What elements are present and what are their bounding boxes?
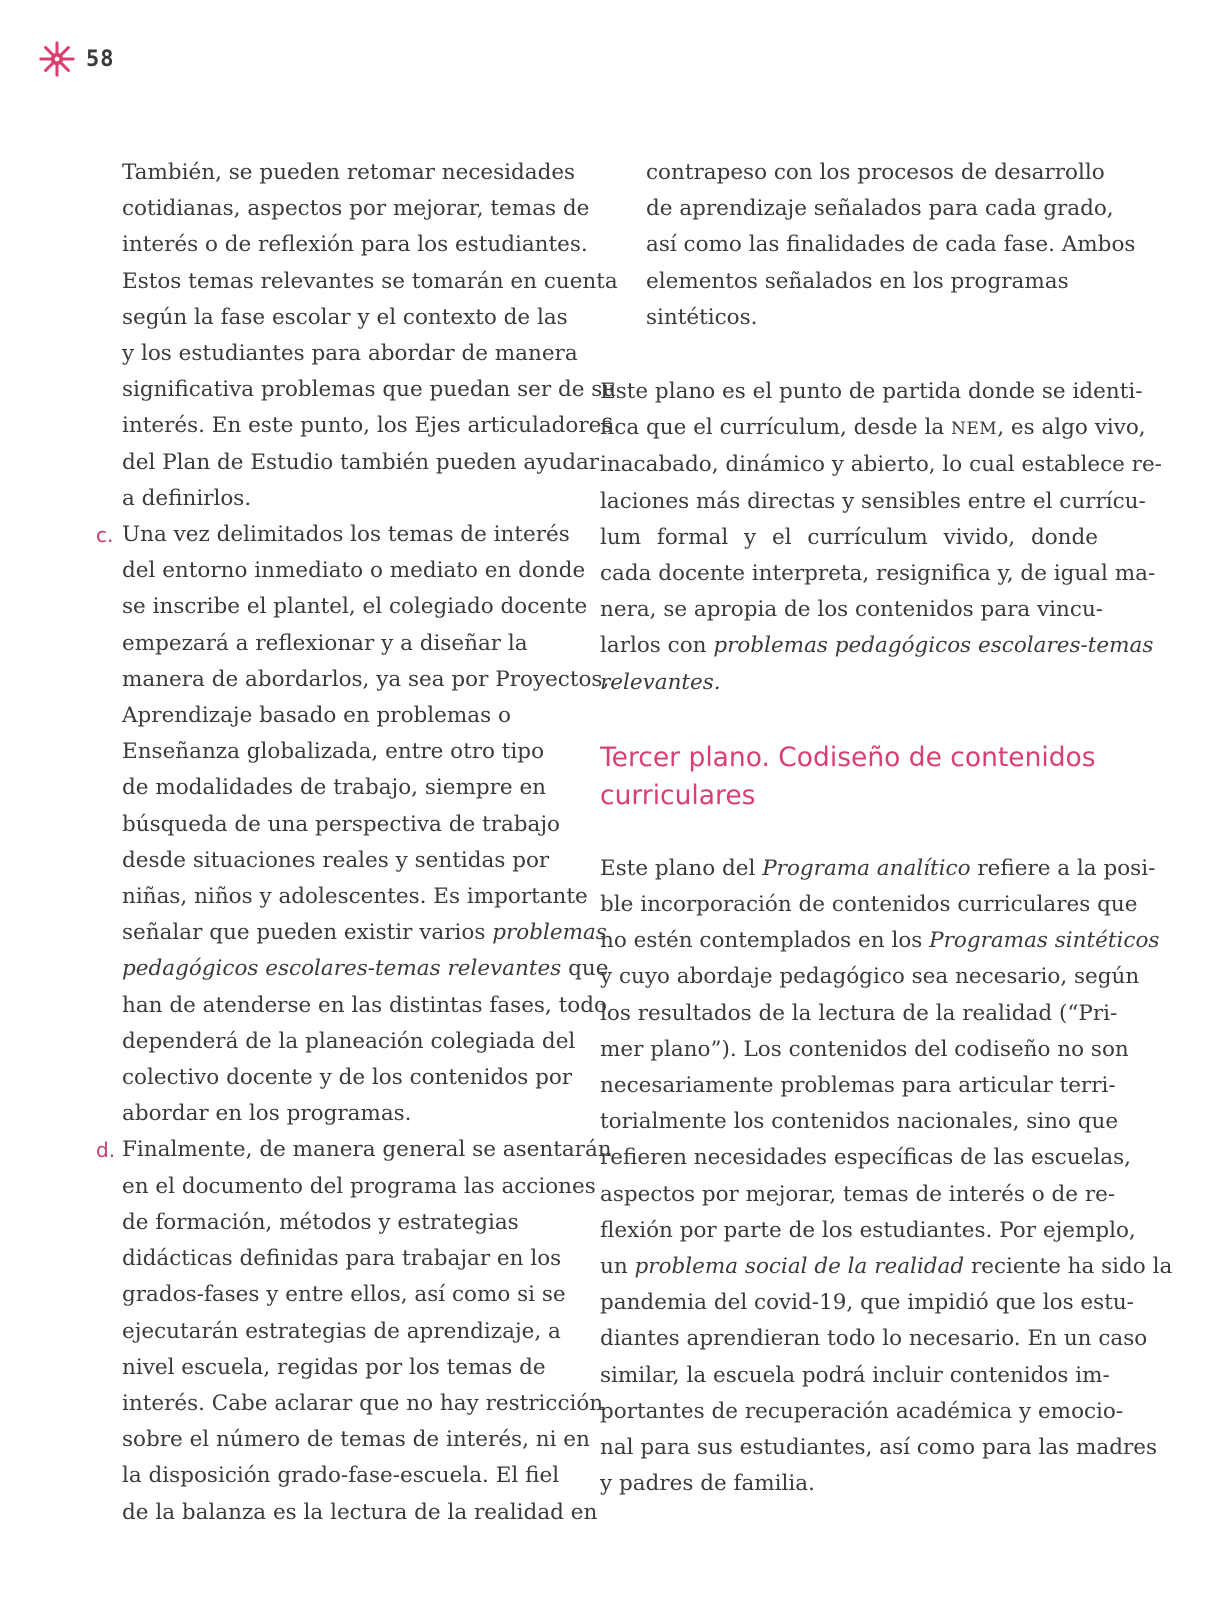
- text-span: larlos con: [600, 633, 714, 659]
- text-span: que: [561, 956, 609, 982]
- text-line: la disposición grado-fase-escuela. El fiel: [122, 1463, 560, 1489]
- text-span: Este plano del: [600, 855, 763, 881]
- text-line: colectivo docente y de los contenidos por: [122, 1065, 573, 1091]
- list-item-d: [96, 1132, 612, 1530]
- text-span: un: [600, 1254, 635, 1280]
- text-line: aspectos por mejorar, temas de interés o de re-: [600, 1181, 1116, 1207]
- text-line: Este plano es el punto de partida donde se identi-: [600, 379, 1143, 405]
- text-line: [600, 665, 1098, 701]
- continuation-paragraph: [600, 155, 1136, 336]
- text-line: portantes de recuperación académica y emocio-: [600, 1398, 1124, 1424]
- text-line: y los estudiantes para abordar de manera: [122, 341, 578, 367]
- italic-term: pedagógicos escolares-temas relevantes: [122, 956, 562, 982]
- text-line: necesariamente problemas para articular terri-: [600, 1073, 1116, 1099]
- text-line: de la balanza es la lectura de la realidad en: [122, 1499, 598, 1525]
- paragraph-first-plane: [600, 374, 1162, 701]
- text-line: se inscribe el plantel, el colegiado docente: [122, 594, 588, 620]
- text-line: manera de abordarlos, ya sea por Proyectos,: [122, 666, 610, 692]
- text-line: en el documento del programa las acciones: [122, 1173, 596, 1199]
- text-line: y cuyo abordaje pedagógico sea necesario, según: [600, 964, 1140, 990]
- italic-term: problemas pedagógicos escolares-temas: [713, 633, 1154, 659]
- text-line: pandemia del covid-19, que impidió que los estu-: [600, 1290, 1134, 1316]
- italic-term: Programa analítico: [762, 855, 971, 881]
- text-line: interés. En este punto, los Ejes articuladores: [122, 413, 613, 439]
- text-line: elementos señalados en los programas: [646, 268, 1069, 294]
- text-line: nal para sus estudiantes, así como para las madres: [600, 1435, 1158, 1461]
- paragraph-spacer: [600, 815, 1098, 851]
- heading-line: curriculares: [600, 779, 756, 811]
- text-line: Una vez delimitados los temas de interés: [122, 522, 570, 548]
- text-line: refieren necesidades específicas de las escuelas,: [600, 1145, 1131, 1171]
- text-line: de aprendizaje señalados para cada grado,: [646, 196, 1114, 222]
- text-line: de modalidades de trabajo, siempre en: [122, 775, 547, 801]
- text-line: diantes aprendieran todo lo necesario. En un caso: [600, 1326, 1148, 1352]
- text-span: señalar que pueden existir varios: [122, 920, 493, 946]
- text-line: similar, la escuela podrá incluir contenidos im-: [600, 1362, 1110, 1388]
- left-column: [96, 155, 618, 1531]
- text-line: Aprendizaje basado en problemas o: [122, 703, 511, 729]
- italic-term: relevantes.: [600, 669, 721, 695]
- text-line: Finalmente, de manera general se asentarán: [122, 1137, 612, 1163]
- text-line: Enseñanza globalizada, entre otro tipo: [122, 739, 545, 765]
- text-line: laciones más directas y sensibles entre el currícu-: [600, 488, 1146, 514]
- page-header: [38, 40, 115, 78]
- text-line: del entorno inmediato o mediato en donde: [122, 558, 586, 584]
- text-line: de formación, métodos y estrategias: [122, 1209, 519, 1235]
- heading-line: Tercer plano. Codiseño de contenidos: [600, 741, 1096, 773]
- text-line: grados-fases y entre ellos, así como si se: [122, 1282, 566, 1308]
- text-line: del Plan de Estudio también pueden ayudar: [122, 449, 600, 475]
- section-heading: [600, 739, 1098, 815]
- text-line: [600, 628, 1154, 664]
- text-line: mer plano”). Los contenidos del codiseño no son: [600, 1036, 1129, 1062]
- text-line: búsqueda de una perspectiva de trabajo: [122, 811, 560, 837]
- text-line: lum formal y el currículum vivido, donde: [600, 524, 1098, 550]
- pink-star-logo-icon: [38, 40, 76, 78]
- text-line: cotidianas, aspectos por mejorar, temas de: [122, 196, 590, 222]
- list-item-c: [96, 517, 610, 1132]
- text-line: a definirlos.: [122, 485, 252, 511]
- continuation-paragraph: [122, 155, 618, 517]
- text-line: empezará a reflexionar y a diseñar la: [122, 630, 528, 656]
- text-line: abordar en los programas.: [122, 1101, 412, 1127]
- list-marker: d.: [96, 1138, 116, 1163]
- page-number: 58: [86, 46, 115, 72]
- text-line: nivel escuela, regidas por los temas de: [122, 1354, 546, 1380]
- text-line: ble incorporación de contenidos curriculares que: [600, 892, 1138, 918]
- text-line: ejecutarán estrategias de aprendizaje, a: [122, 1318, 561, 1344]
- text-line: han de atenderse en las distintas fases, todo: [122, 992, 607, 1018]
- text-line: [600, 851, 1156, 887]
- text-line: niñas, niños y adolescentes. Es importante: [122, 884, 588, 910]
- text-line: inacabado, dinámico y abierto, lo cual establece re-: [600, 452, 1162, 478]
- text-span: reciente ha sido la: [964, 1254, 1173, 1280]
- text-line: desde situaciones reales y sentidas por: [122, 847, 550, 873]
- text-line: así como las finalidades de cada fase. Ambos: [646, 232, 1136, 258]
- text-span: fica que el currículum, desde la: [600, 415, 951, 441]
- paragraph-third-plane: [600, 851, 1173, 1503]
- text-line: cada docente interpreta, resignifica y, de igual ma-: [600, 561, 1156, 587]
- text-line: [600, 410, 1146, 447]
- text-line: sintéticos.: [646, 304, 758, 330]
- text-line: Estos temas relevantes se tomarán en cuenta: [122, 268, 618, 294]
- text-line: torialmente los contenidos nacionales, sino que: [600, 1109, 1119, 1135]
- nem-acronym: NEM: [951, 419, 998, 440]
- text-line: interés. Cabe aclarar que no hay restricción: [122, 1390, 604, 1416]
- text-line: contrapeso con los procesos de desarrollo: [646, 160, 1105, 185]
- text-line: flexión por parte de los estudiantes. Por ejemplo,: [600, 1217, 1136, 1243]
- text-line: los resultados de la lectura de la realidad (“Pri-: [600, 1000, 1118, 1026]
- italic-term: problemas: [492, 920, 607, 946]
- text-line: significativa problemas que puedan ser de su: [122, 377, 617, 403]
- text-span: no estén contemplados en los: [600, 928, 930, 954]
- text-line: según la fase escolar y el contexto de las: [122, 304, 568, 330]
- text-span: refiere a la posi-: [970, 855, 1156, 881]
- text-line: [122, 915, 607, 951]
- text-line: didácticas definidas para trabajar en los: [122, 1246, 562, 1272]
- text-line: y padres de familia.: [600, 1471, 815, 1497]
- list-marker: c.: [96, 523, 114, 548]
- text-line: sobre el número de temas de interés, ni en: [122, 1427, 590, 1453]
- text-line: [600, 923, 1160, 959]
- paragraph-spacer: [600, 336, 1098, 374]
- italic-term: problema social de la realidad: [634, 1254, 965, 1280]
- italic-term: Programas sintéticos: [929, 928, 1160, 954]
- text-line: [600, 1249, 1173, 1285]
- text-line: nera, se apropia de los contenidos para vincu-: [600, 597, 1104, 623]
- text-line: dependerá de la planeación colegiada del: [122, 1028, 576, 1054]
- text-line: También, se pueden retomar necesidades: [122, 160, 576, 185]
- text-span: , es algo vivo,: [997, 415, 1146, 441]
- text-line: [122, 951, 609, 987]
- text-line: interés o de reflexión para los estudiantes.: [122, 232, 588, 258]
- right-column: [600, 155, 1173, 1503]
- paragraph-spacer: [600, 701, 1098, 739]
